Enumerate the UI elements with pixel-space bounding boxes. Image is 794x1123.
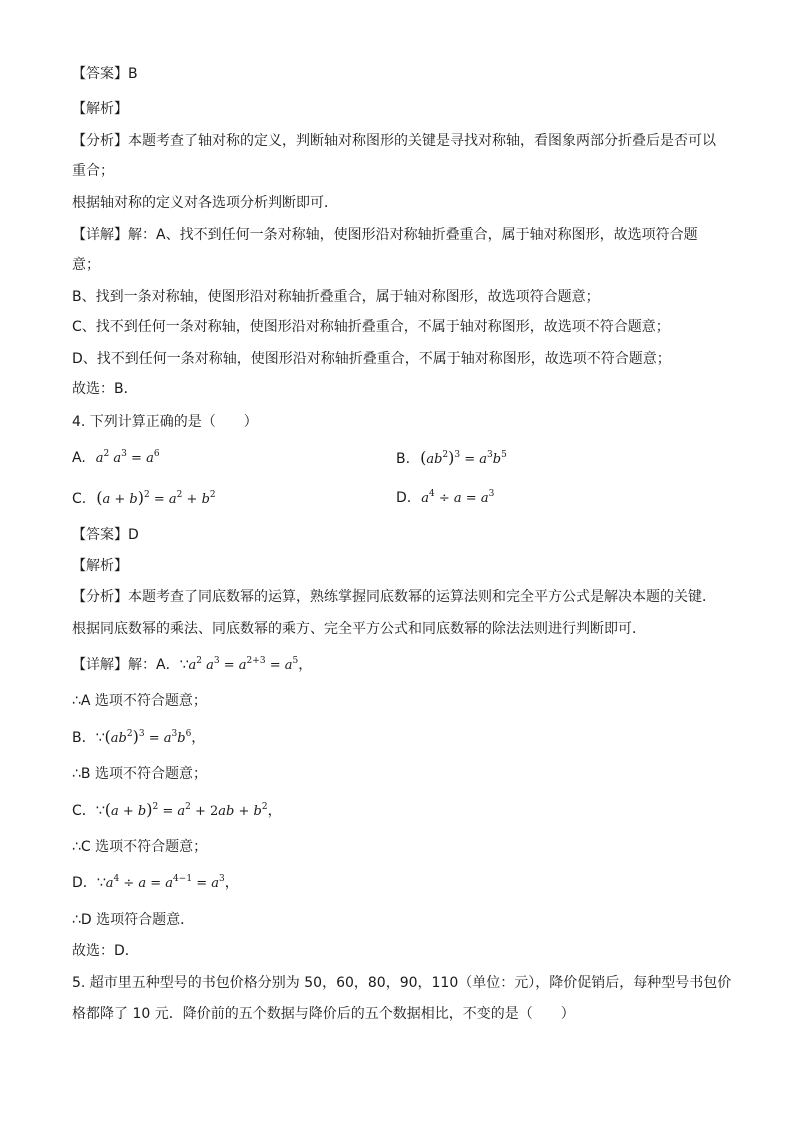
option-a-formula: $a^2$ $a^3 = a^6$ (95, 449, 160, 466)
q4-detail-d: D．$\because a^4 \div a = a^{4-1} = a^3$， (72, 874, 239, 891)
q4-detail-b-formula: $(ab^2)^3 = a^3b^6$ (104, 727, 192, 746)
q3-detail-c: C、找不到任何一条对称轴，使图形沿对称轴折叠重合，不属于轴对称图形，故选项不符合题意； (72, 319, 670, 335)
q3-detail-a-line2: 意； (72, 257, 100, 273)
q4-option-c (72, 488, 216, 510)
option-b-label: B. (396, 451, 411, 467)
option-b-formula: $(ab^2)^3 = a^3b^5$ (420, 448, 507, 467)
q4-choice: 故选：D． (72, 943, 139, 959)
q5-stem-line2: 格都降了 10 元．降价前的五个数据与降价后的五个数据相比，不变的是（ ） (72, 1006, 575, 1022)
q4-detail-b: B．$\because(ab^2)^3 = a^3b^6$， (72, 727, 206, 746)
q3-fenxi-line1: 【分析】本题考查了轴对称的定义，判断轴对称图形的关键是寻找对称轴，看图象两部分折叠后是否可以 (72, 133, 716, 149)
q4-detail-c-prefix: C．∵ (72, 803, 105, 819)
q4-fenxi-line2: 根据同底数幂的乘法、同底数幂的乘方、完全平方公式和同底数幂的除法法则进行判断即可． (72, 621, 646, 637)
q4-conclusion-d: ∴D 选项符合题意． (72, 912, 195, 928)
q4-option-a (72, 448, 160, 469)
option-c-label: C. (72, 491, 87, 507)
q3-answer: 【答案】B (72, 66, 138, 82)
q3-fenxi-line2: 重合； (72, 163, 114, 179)
q4-option-d (396, 488, 494, 509)
q4-detail-b-prefix: B．∵ (72, 730, 105, 746)
q5-stem-line1: 5. 超市里五种型号的书包价格分别为 50，60，80，90，110（单位：元），降价促销后，每种型号书包价 (72, 975, 732, 991)
q4-conclusion-c: ∴C 选项不符合题意； (72, 839, 208, 855)
q4-conclusion-b: ∴B 选项不符合题意； (72, 766, 207, 782)
option-c-formula: $(a + b)^2 = a^2 + b^2$ (96, 488, 216, 507)
option-d-formula: $a^4 \div a = a^3$ (421, 489, 495, 506)
q4-detail-a-prefix: 【详解】解：A．∵ (72, 657, 189, 673)
q4-detail-c-formula: $(a + b)^2 = a^2 + 2ab + b^2$ (104, 800, 268, 819)
q4-detail-d-prefix: D．∵ (72, 875, 106, 891)
q4-fenxi-line1: 【分析】本题考查了同底数幂的运算，熟练掌握同底数幂的运算法则和完全平方公式是解决本题的关键． (72, 589, 716, 605)
q4-detail-d-formula: $a^4 \div a = a^{4-1} = a^3$ (105, 874, 225, 891)
q4-detail-c: C．∵(a + $b)^2 = a^2 + 2ab + b^2$， (72, 800, 282, 819)
q4-detail-a-formula: $a^2$ $a^3 = a^{2+3} = a^5$ (188, 656, 299, 673)
q3-choice: 故选：B． (72, 381, 138, 397)
q4-option-b (396, 448, 507, 470)
q3-detail-b: B、找到一条对称轴，使图形沿对称轴折叠重合，属于轴对称图形，故选项符合题意； (72, 289, 600, 305)
q3-analysis-header: 【解析】 (72, 101, 128, 117)
q4-answer: 【答案】D (72, 527, 139, 543)
option-a-label: A. (72, 450, 86, 466)
q4-detail-a: 【详解】解：A．$\because a^2$ $a^3 = a^{2+3} = a^5$， (72, 656, 313, 673)
q3-fenxi-line3: 根据轴对称的定义对各选项分析判断即可． (72, 195, 338, 211)
option-d-label: D. (396, 490, 412, 506)
q4-analysis-header: 【解析】 (72, 558, 128, 574)
q3-detail-a-line1: 【详解】解：A、找不到任何一条对称轴，使图形沿对称轴折叠重合，属于轴对称图形，故选项符合题 (72, 227, 698, 243)
q3-detail-d: D、找不到任何一条对称轴，使图形沿对称轴折叠重合，不属于轴对称图形，故选项不符合题意； (72, 351, 671, 367)
q4-stem: 4. 下列计算正确的是（ ） (72, 414, 258, 430)
q4-conclusion-a: ∴A 选项不符合题意； (72, 693, 207, 709)
